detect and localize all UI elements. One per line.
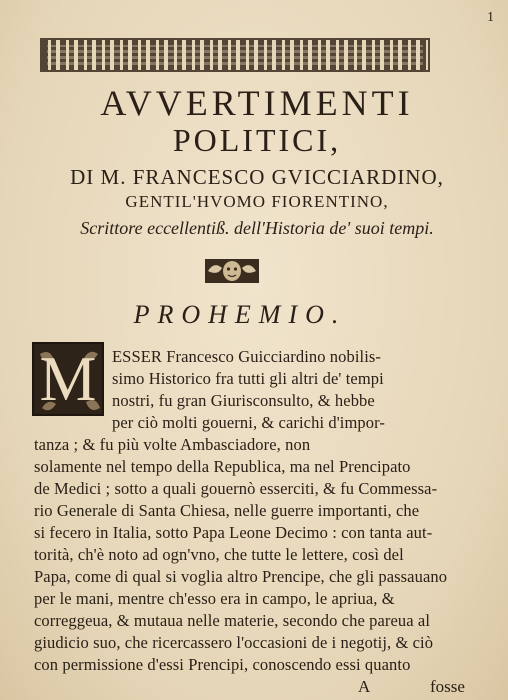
title-line-1: AVVERTIMENTI	[100, 83, 414, 123]
author-description: Scrittore eccellentiß. dell'Historia de' suoi tempi.	[80, 218, 434, 238]
body-line: Papa, come di qual si voglia altro Prencipe, che gli passauano	[34, 567, 448, 586]
body-line: con permissione d'essi Prencipi, conoscendo essi quanto	[34, 655, 411, 674]
body-line: de Medici ; sotto a quali gouernò esserciti, & fu Commessa-	[34, 479, 438, 498]
drop-cap-initial	[32, 342, 104, 416]
catchword: fosse	[430, 677, 465, 696]
body-line: tanza ; & fu più volte Ambasciadore, non	[34, 435, 311, 454]
drop-cap-letter: M	[39, 343, 97, 414]
mask-ornament-icon	[204, 256, 260, 286]
signature-mark: A	[358, 677, 371, 696]
body-line: giudicio suo, che ricercassero l'occasioni de i negotij, & ciò	[34, 633, 434, 652]
title-line-2: POLITICI,	[172, 122, 342, 158]
section-title-prohemio: PROHEMIO.	[133, 300, 347, 329]
body-line: ESSER Francesco Guicciardino nobilis-	[112, 347, 382, 366]
body-line: per ciò molti gouerni, & carichi d'impor-	[112, 413, 385, 432]
body-line: si fecero in Italia, sotto Papa Leone Decimo : con tanta aut-	[34, 523, 433, 542]
author-line: DI M. FRANCESCO GVICCIARDINO,	[70, 165, 444, 189]
body-line: per le mani, mentre ch'esso era in campo, le apriua, &	[34, 589, 395, 608]
body-line: solamente nel tempo della Republica, ma nel Prencipato	[34, 457, 411, 476]
body-line: torità, ch'è noto ad ogn'vno, che tutte le lettere, così del	[34, 545, 404, 564]
author-subtitle: GENTIL'HVOMO FIORENTINO,	[125, 192, 389, 211]
page-number: 1	[487, 10, 494, 25]
body-line: rio Generale di Santa Chiesa, nelle guerre importanti, che	[34, 501, 420, 520]
body-line: simo Historico fra tutti gli altri de' tempi	[112, 369, 384, 388]
body-line: nostri, fu gran Giurisconsulto, & hebbe	[112, 391, 375, 410]
body-line: correggeua, & mutaua nelle materie, secondo che pareua al	[34, 611, 431, 630]
decorative-headpiece-ornament	[40, 38, 430, 72]
